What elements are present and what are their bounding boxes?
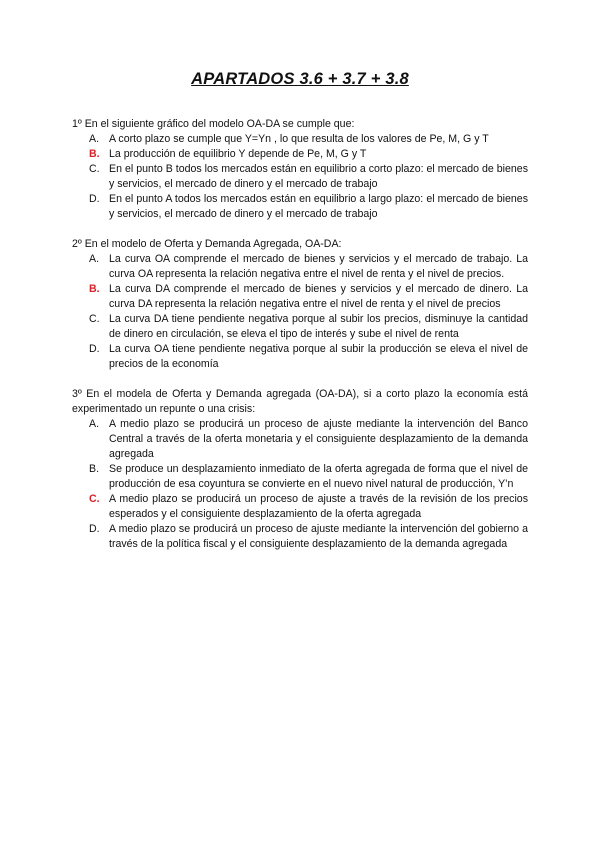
option-a [72, 417, 528, 462]
options-list [72, 252, 528, 372]
option-a [72, 132, 528, 147]
option-b [72, 462, 528, 492]
option-letter: D. [89, 523, 100, 535]
option-letter: D. [89, 193, 100, 205]
option-c [72, 312, 528, 342]
option-letter: B. [89, 463, 100, 475]
option-letter-correct: B. [89, 283, 100, 295]
question-1 [72, 117, 528, 222]
option-letter: A. [89, 133, 100, 145]
option-letter: C. [89, 163, 100, 175]
option-text: A corto plazo se cumple que Y=Yn , lo que resulta de los valores de Pe, M, G y T [109, 133, 489, 145]
option-d [72, 342, 528, 372]
option-text: La producción de equilibrio Y depende de Pe, M, G y T [109, 148, 367, 160]
option-letter-correct: B. [89, 148, 100, 160]
option-d [72, 522, 528, 552]
option-letter-correct: C. [89, 493, 100, 505]
question-text: 1º En el siguiente gráfico del modelo OA-DA se cumple que: [72, 118, 355, 130]
option-text: La curva OA tiene pendiente negativa porque al subir la producción se eleva el nivel de precios de la economía [109, 343, 528, 370]
option-letter: A. [89, 418, 100, 430]
document-title: APARTADOS 3.6 + 3.7 + 3.8 [191, 70, 409, 88]
option-a [72, 252, 528, 282]
option-text: La curva OA comprende el mercado de bienes y servicios y el mercado de trabajo. La curva OA representa la relación negativa entre el nivel de renta y el nivel de precios. [109, 253, 528, 280]
option-b [72, 282, 528, 312]
option-text: En el punto A todos los mercados están en equilibrio a largo plazo: el mercado de bienes y servicios, el mercado de dinero y el mercado de trabajo [109, 193, 528, 220]
question-3 [72, 387, 528, 552]
option-letter: C. [89, 313, 100, 325]
question-text: 3º En el modela de Oferta y Demanda agregada (OA-DA), si a corto plazo la economía está experimentado un repunte o una crisis: [72, 388, 528, 415]
option-text: A medio plazo se producirá un proceso de ajuste mediante la intervención del gobierno a través de la política fiscal y el consiguiente desplazamiento de la demanda agregada [109, 523, 528, 550]
option-d [72, 192, 528, 222]
question-2 [72, 237, 528, 372]
option-text: En el punto B todos los mercados están en equilibrio a corto plazo: el mercado de bienes y servicios, el mercado de dinero y el mercado de trabajo [109, 163, 528, 190]
option-c [72, 162, 528, 192]
options-list [72, 417, 528, 552]
option-text: Se produce un desplazamiento inmediato de la oferta agregada de forma que el nivel de producción de esa coyuntura se convierte en el nuevo nivel natural de producción, Y’n [109, 463, 528, 490]
option-text: A medio plazo se producirá un proceso de ajuste mediante la intervención del Banco Central a través de la oferta monetaria y el consiguiente desplazamiento de la demanda agregada [109, 418, 528, 460]
option-letter: D. [89, 343, 100, 355]
option-text: A medio plazo se producirá un proceso de ajuste a través de la revisión de los precios esperados y el consiguiente desplazamiento de la oferta agregada [109, 493, 528, 520]
option-text: La curva DA tiene pendiente negativa porque al subir los precios, disminuye la cantidad de dinero en circulación, se eleva el tipo de interés y sube el nivel de renta [109, 313, 528, 340]
question-text: 2º En el modelo de Oferta y Demanda Agregada, OA-DA: [72, 238, 342, 250]
option-b [72, 147, 528, 162]
options-list [72, 132, 528, 222]
option-text: La curva DA comprende el mercado de bienes y servicios y el mercado de dinero. La curva DA representa la relación negativa entre el nivel de renta y el nivel de precios [109, 283, 528, 310]
option-letter: A. [89, 253, 100, 265]
option-c [72, 492, 528, 522]
questions-list [72, 117, 528, 567]
